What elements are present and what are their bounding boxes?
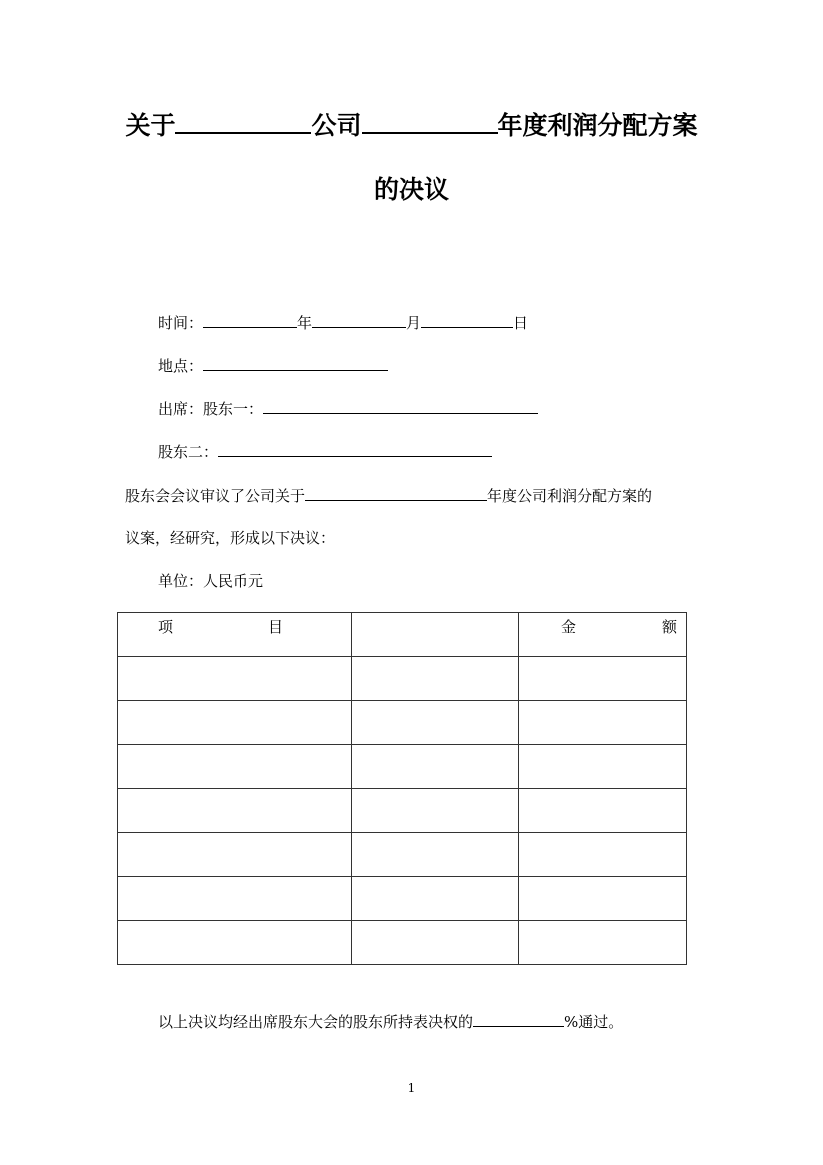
approval-percent-blank[interactable] — [473, 1011, 564, 1027]
table-row — [118, 789, 687, 833]
table-cell-amount[interactable] — [519, 745, 687, 789]
day-label: 日 — [513, 314, 529, 332]
title-part-company: 公司 — [311, 111, 362, 140]
profit-distribution-table — [117, 612, 687, 965]
document-title — [0, 106, 823, 142]
title-part-plan: 年度利润分配方案 — [497, 111, 698, 140]
place-blank[interactable] — [203, 355, 388, 371]
table-cell-item[interactable] — [118, 701, 352, 745]
table-cell-middle[interactable] — [352, 789, 519, 833]
shareholder2-line — [158, 441, 492, 462]
place-label: 地点： — [158, 357, 204, 375]
table-cell-amount[interactable] — [519, 789, 687, 833]
table-cell-middle[interactable] — [352, 833, 519, 877]
title-blank-company-name[interactable] — [175, 108, 311, 134]
table-cell-item[interactable] — [118, 877, 352, 921]
month-label: 月 — [406, 314, 422, 332]
table-cell-amount[interactable] — [519, 877, 687, 921]
approval-suffix: %通过。 — [564, 1013, 624, 1031]
table-row — [118, 701, 687, 745]
title-part-about: 关于 — [125, 111, 176, 140]
currency-unit: 单位：人民币元 — [158, 572, 264, 590]
shareholder2-blank[interactable] — [218, 441, 492, 457]
year-label: 年 — [297, 314, 313, 332]
time-label: 时间： — [158, 314, 204, 332]
table-cell-item[interactable] — [118, 921, 352, 965]
resolution-paragraph-line2: 议案，经研究，形成以下决议： — [125, 529, 336, 547]
shareholder2-label: 股东二： — [158, 443, 219, 461]
document-title-line2: 的决议 — [373, 175, 449, 204]
table-cell-middle[interactable] — [352, 877, 519, 921]
header-item — [118, 613, 352, 657]
place-line — [158, 355, 388, 376]
table-cell-amount[interactable] — [519, 701, 687, 745]
table-cell-middle[interactable] — [352, 701, 519, 745]
table-cell-amount[interactable] — [519, 921, 687, 965]
attendance-line — [158, 398, 538, 419]
table-row — [118, 745, 687, 789]
month-blank[interactable] — [312, 312, 406, 328]
page-number: 1 — [407, 1081, 416, 1095]
fiscal-year-blank[interactable] — [305, 485, 487, 501]
table-cell-amount[interactable] — [519, 833, 687, 877]
table-row — [118, 877, 687, 921]
table-row — [118, 921, 687, 965]
year-blank[interactable] — [203, 312, 297, 328]
header-amount — [519, 613, 687, 657]
table-cell-item[interactable] — [118, 789, 352, 833]
approval-text: 以上决议均经出席股东大会的股东所持表决权的 — [158, 1013, 474, 1031]
table-header-row — [118, 613, 687, 657]
table-cell-middle[interactable] — [352, 657, 519, 701]
table-cell-amount[interactable] — [519, 657, 687, 701]
paragraph-part1: 股东会会议审议了公司关于 — [125, 487, 306, 505]
table-cell-middle[interactable] — [352, 745, 519, 789]
attendance-label: 出席：股东一： — [158, 400, 264, 418]
resolution-paragraph — [125, 485, 652, 506]
header-middle — [352, 613, 519, 657]
shareholder1-blank[interactable] — [263, 398, 538, 414]
table-cell-item[interactable] — [118, 833, 352, 877]
header-item-char1: 项 — [158, 618, 174, 636]
header-amount-char2: 额 — [661, 618, 677, 636]
title-blank-year[interactable] — [362, 108, 498, 134]
paragraph-part2: 年度公司利润分配方案的 — [487, 487, 653, 505]
table-row — [118, 833, 687, 877]
table-row — [118, 657, 687, 701]
table-cell-item[interactable] — [118, 657, 352, 701]
header-amount-char1: 金 — [561, 618, 577, 636]
table-cell-middle[interactable] — [352, 921, 519, 965]
approval-line — [158, 1011, 623, 1032]
day-blank[interactable] — [421, 312, 513, 328]
header-item-char2: 目 — [267, 618, 283, 636]
table-cell-item[interactable] — [118, 745, 352, 789]
time-line — [158, 312, 528, 333]
